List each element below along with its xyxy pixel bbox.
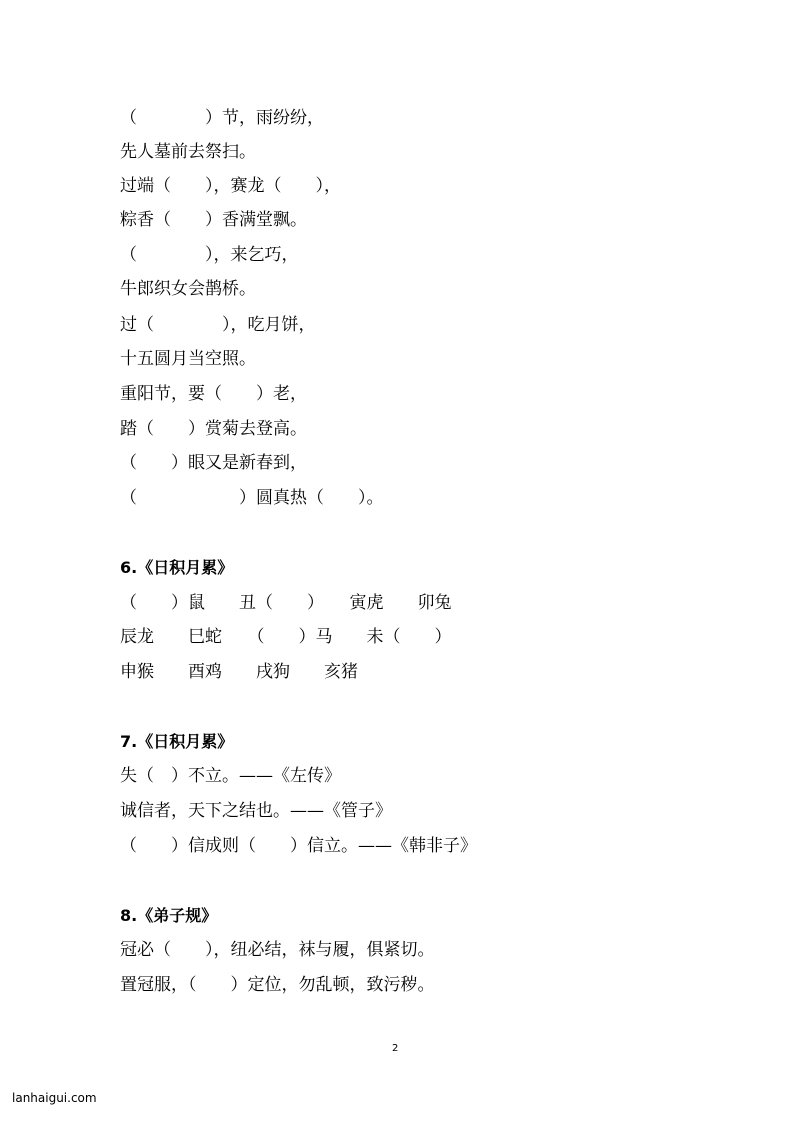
section-8-heading: 8.《弟子规》: [120, 906, 218, 925]
zodiac-line: （ ）鼠 丑（ ） 寅虎 卯兔: [120, 593, 452, 613]
dizigui-line: 置冠服，（ ）定位，勿乱顿，致污秽。: [120, 975, 435, 995]
poem-line: （ ），来乞巧，: [120, 245, 299, 265]
poem-line: 十五圆月当空照。: [120, 349, 256, 369]
poem-line: （ ）圆真热（ ）。: [120, 488, 384, 508]
zodiac-line: 辰龙 巳蛇 （ ）马 未（ ）: [120, 627, 452, 647]
poem-line: 过（ ），吃月饼，: [120, 315, 316, 335]
poem-line: （ ）眼又是新春到，: [120, 453, 307, 473]
quote-line: （ ）信成则（ ）信立。——《韩非子》: [120, 836, 477, 856]
poem-line: 踏（ ）赏菊去登高。: [120, 419, 307, 439]
poem-line: 过端（ ），赛龙（ ），: [120, 176, 341, 196]
section-6-heading: 6.《日积月累》: [120, 558, 234, 577]
section-7-heading: 7.《日积月累》: [120, 732, 234, 751]
zodiac-line: 申猴 酉鸡 戌狗 亥猪: [120, 662, 358, 682]
quote-line: 诚信者，天下之结也。——《管子》: [120, 801, 392, 821]
poem-line: 重阳节，要（ ）老，: [120, 384, 307, 404]
footer-watermark: lanhaigui.com: [12, 1091, 97, 1105]
quote-line: 失（ ）不立。——《左传》: [120, 766, 341, 786]
dizigui-line: 冠必（ ），纽必结，袜与履，俱紧切。: [120, 940, 435, 960]
poem-line: 先人墓前去祭扫。: [120, 142, 256, 162]
poem-line: （ ）节，雨纷纷，: [120, 108, 324, 128]
page-number: 2: [392, 1043, 399, 1054]
poem-line: 粽香（ ）香满堂飘。: [120, 210, 307, 230]
poem-line: 牛郎织女会鹊桥。: [120, 279, 256, 299]
